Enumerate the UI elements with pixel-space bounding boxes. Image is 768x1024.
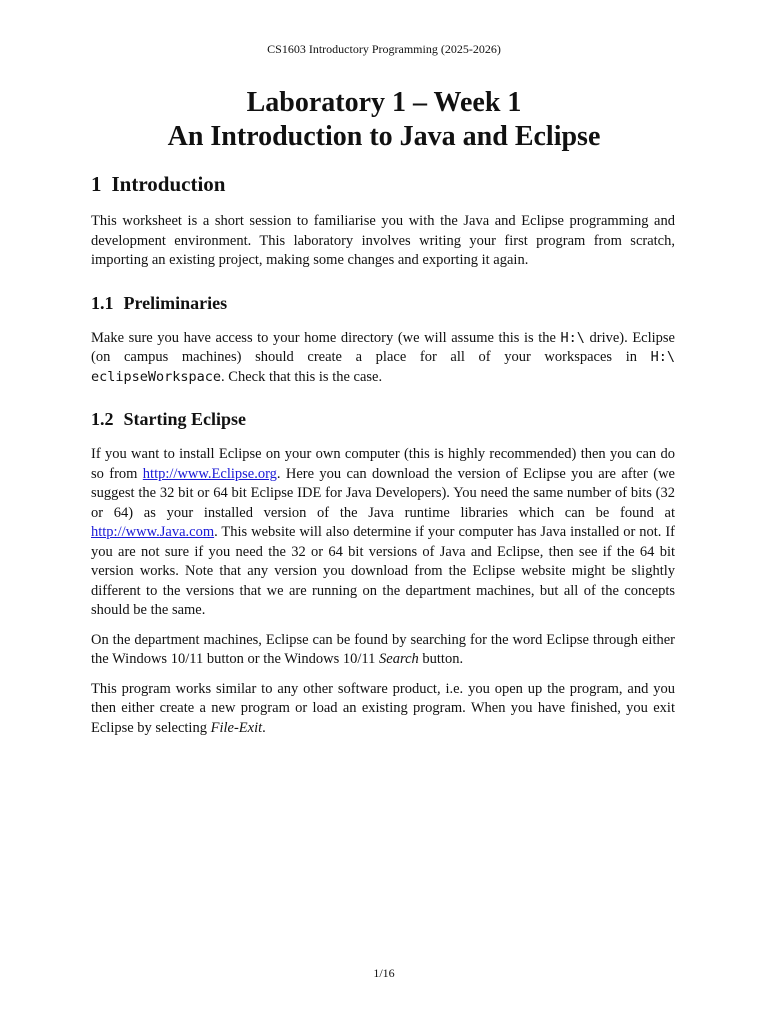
text-run: On the department machines, Eclipse can be found by searching for the word Eclipse through either the Windows 10/11 button or the Windows 10/11 xyxy=(91,631,675,667)
section-title: Preliminaries xyxy=(123,292,228,313)
title-line-1: Laboratory 1 – Week 1 xyxy=(246,87,522,118)
intro-paragraph: This worksheet is a short session to familiarise you with the Java and Eclipse programming and development environment. This laboratory involves writing your first program from scratch, importing an existing project, making some changes and exporting it again. xyxy=(91,213,675,268)
workspace-path-code: H:\ eclipseWorkspace xyxy=(91,349,675,385)
text-run: . This website will also determine if your computer has Java installed or not. If you are not sure if you need the 32 or 64 bit versions of Java and Eclipse, then see if the 64 bit version works. Note that any version you download from the Eclipse website might be slightly different to the versions that we are running on the department machines, but all of the concepts should be the same. xyxy=(91,524,675,618)
document-body xyxy=(91,170,675,748)
section-number: 1 xyxy=(91,172,102,196)
section-number: 1.1 xyxy=(91,292,114,313)
section-title: Introduction xyxy=(111,172,226,196)
section-heading-introduction xyxy=(91,170,675,198)
section-heading-preliminaries xyxy=(91,291,675,315)
section-title: Starting Eclipse xyxy=(123,409,247,429)
running-header: CS1603 Introductory Programming (2025-2026) xyxy=(267,42,501,56)
section-number: 1.2 xyxy=(91,409,114,429)
text-run: This program works similar to any other software product, i.e. you open up the program, and you then either create a new program or load an existing program. When you have finished, you exit Eclipse by selecting xyxy=(91,680,675,736)
title-line-2: An Introduction to Java and Eclipse xyxy=(167,121,601,152)
drive-path-code: H:\ xyxy=(560,329,585,346)
install-paragraph xyxy=(91,445,675,621)
usage-paragraph xyxy=(91,680,675,739)
java-link[interactable]: http://www.Java.com xyxy=(91,524,215,540)
document-title xyxy=(0,86,768,154)
eclipse-link[interactable]: http://www.Eclipse.org xyxy=(142,465,277,482)
department-paragraph xyxy=(91,631,675,670)
text-run: . Here you can download the version of Eclipse you are after (we suggest the 32 bit or 64 bit Eclipse IDE for Java Developers). You need the same number of bits (32 or 64) as your installed version of the Java runtime libraries which can be found at xyxy=(91,465,675,521)
text-run: . xyxy=(262,719,266,736)
preliminaries-paragraph xyxy=(91,329,675,388)
search-term: Search xyxy=(379,651,419,667)
page-number: 1/16 xyxy=(373,966,395,980)
file-exit-term: File-Exit xyxy=(210,719,263,736)
section-heading-starting-eclipse xyxy=(91,407,675,431)
text-run: drive). Eclipse (on campus machines) should create a place for all of your workspaces in xyxy=(91,329,675,365)
text-run: . Check that this is the case. xyxy=(221,368,383,385)
text-run: If you want to install Eclipse on your own computer (this is highly recommended) then you can do so from xyxy=(91,446,675,482)
text-run: button. xyxy=(418,651,464,667)
text-run: Make sure you have access to your home directory (we will assume this is the xyxy=(91,329,561,346)
